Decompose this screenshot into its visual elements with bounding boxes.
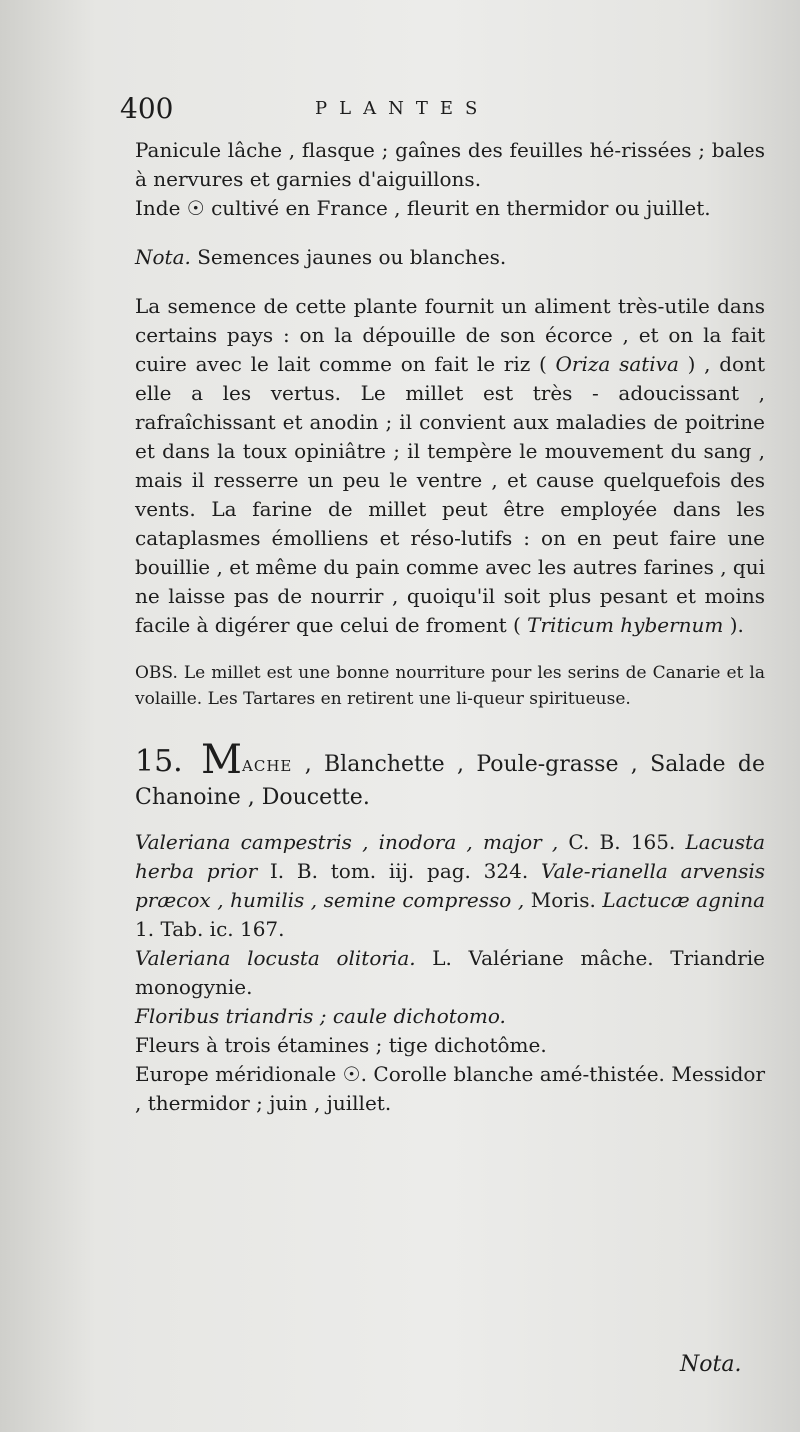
uses-text-1: La semence de cette plante fournit un aliment très-utile dans certains pays : on la dépouille de son écorce , et on la fait cuire avec le lait comme on fait le riz ( xyxy=(135,294,765,376)
running-title: PLANTES xyxy=(315,98,490,119)
entry-drop-cap: M xyxy=(201,737,243,783)
synonym-1-latin: Valeriana campestris , inodora , major , xyxy=(135,830,559,854)
synonyms xyxy=(135,828,765,944)
catchword: Nota. xyxy=(680,1352,742,1377)
entry-heading xyxy=(135,737,765,814)
synonym-4-end: 1. Tab. ic. 167. xyxy=(135,917,285,941)
paragraph-uses xyxy=(135,292,765,640)
synonym-4-latin: Lactucæ agnina xyxy=(602,888,765,912)
description-french: Fleurs à trois étamines ; tige dichotôme. xyxy=(135,1033,547,1057)
entry-head-caps: ACHE xyxy=(242,757,293,775)
latin-triticum: Triticum hybernum xyxy=(527,613,724,637)
nota-semences xyxy=(135,243,765,272)
obs-note: OBS. Le millet est une bonne nourriture pour les serins de Canarie et la volaille. Les Tartares en retirent une li-queur spiritueuse. xyxy=(135,663,765,709)
nota-text: Semences jaunes ou blanches. xyxy=(197,245,507,269)
description-habitat: Europe méridionale ☉. Corolle blanche amé-thistée. Messidor , thermidor ; juin , juillet. xyxy=(135,1062,765,1115)
entry-number: 15. xyxy=(135,744,183,779)
paragraph-panicule: Panicule lâche , flasque ; gaînes des feuilles hé-rissées ; bales à nervures et garnies d'aiguillons. xyxy=(135,138,765,191)
synonym-4-ref: Moris. xyxy=(524,888,603,912)
latin-oriza: Oriza sativa xyxy=(555,352,679,376)
uses-text-3: ). xyxy=(723,613,744,637)
uses-text-2: ) , dont elle a les vertus. Le millet est très - adoucissant , rafraîchissant et anodin ; il convient aux maladies de poitrine et dans la toux opiniâtre ; il tempère le mouvement du sang , mais il resserre un peu le ventre , et cause quelquefois des vents. La farine de millet peut être employée dans les cataplasmes émolliens et réso-lutifs : on en peut faire une bouillie , et même du pain comme avec les autres farines , qui ne laisse pas de nourrir , quoiqu'il soit plus pesant et moins facile à digérer que celui de froment ( xyxy=(135,352,766,637)
paragraph-inde: Inde ☉ cultivé en France , fleurit en thermidor ou juillet. xyxy=(135,196,711,220)
entry-head-rest: , Blanchette , Poule-grasse , Salade de Chanoine , Doucette. xyxy=(135,752,765,810)
page-header xyxy=(120,92,760,132)
page-body xyxy=(135,136,765,1118)
linnaean-french: L. Valériane mâche. Triandrie monogynie. xyxy=(135,946,765,999)
synonym-2-ref: I. B. tom. iij. pag. 324. xyxy=(257,859,541,883)
synonym-1-ref: C. B. 165. xyxy=(558,830,676,854)
linnaean-latin: Valeriana locusta olitoria. xyxy=(135,946,416,970)
nota-label: Nota. xyxy=(135,245,191,269)
description-latin: Floribus triandris ; caule dichotomo. xyxy=(135,1004,506,1028)
synonym-2-latin: Lacusta herba prior xyxy=(135,830,766,883)
linnaean-name xyxy=(135,944,765,1002)
synonym-3-latin: Vale-rianella arvensis præcox , humilis , semine compresso , xyxy=(135,859,765,912)
page-number: 400 xyxy=(120,92,174,125)
